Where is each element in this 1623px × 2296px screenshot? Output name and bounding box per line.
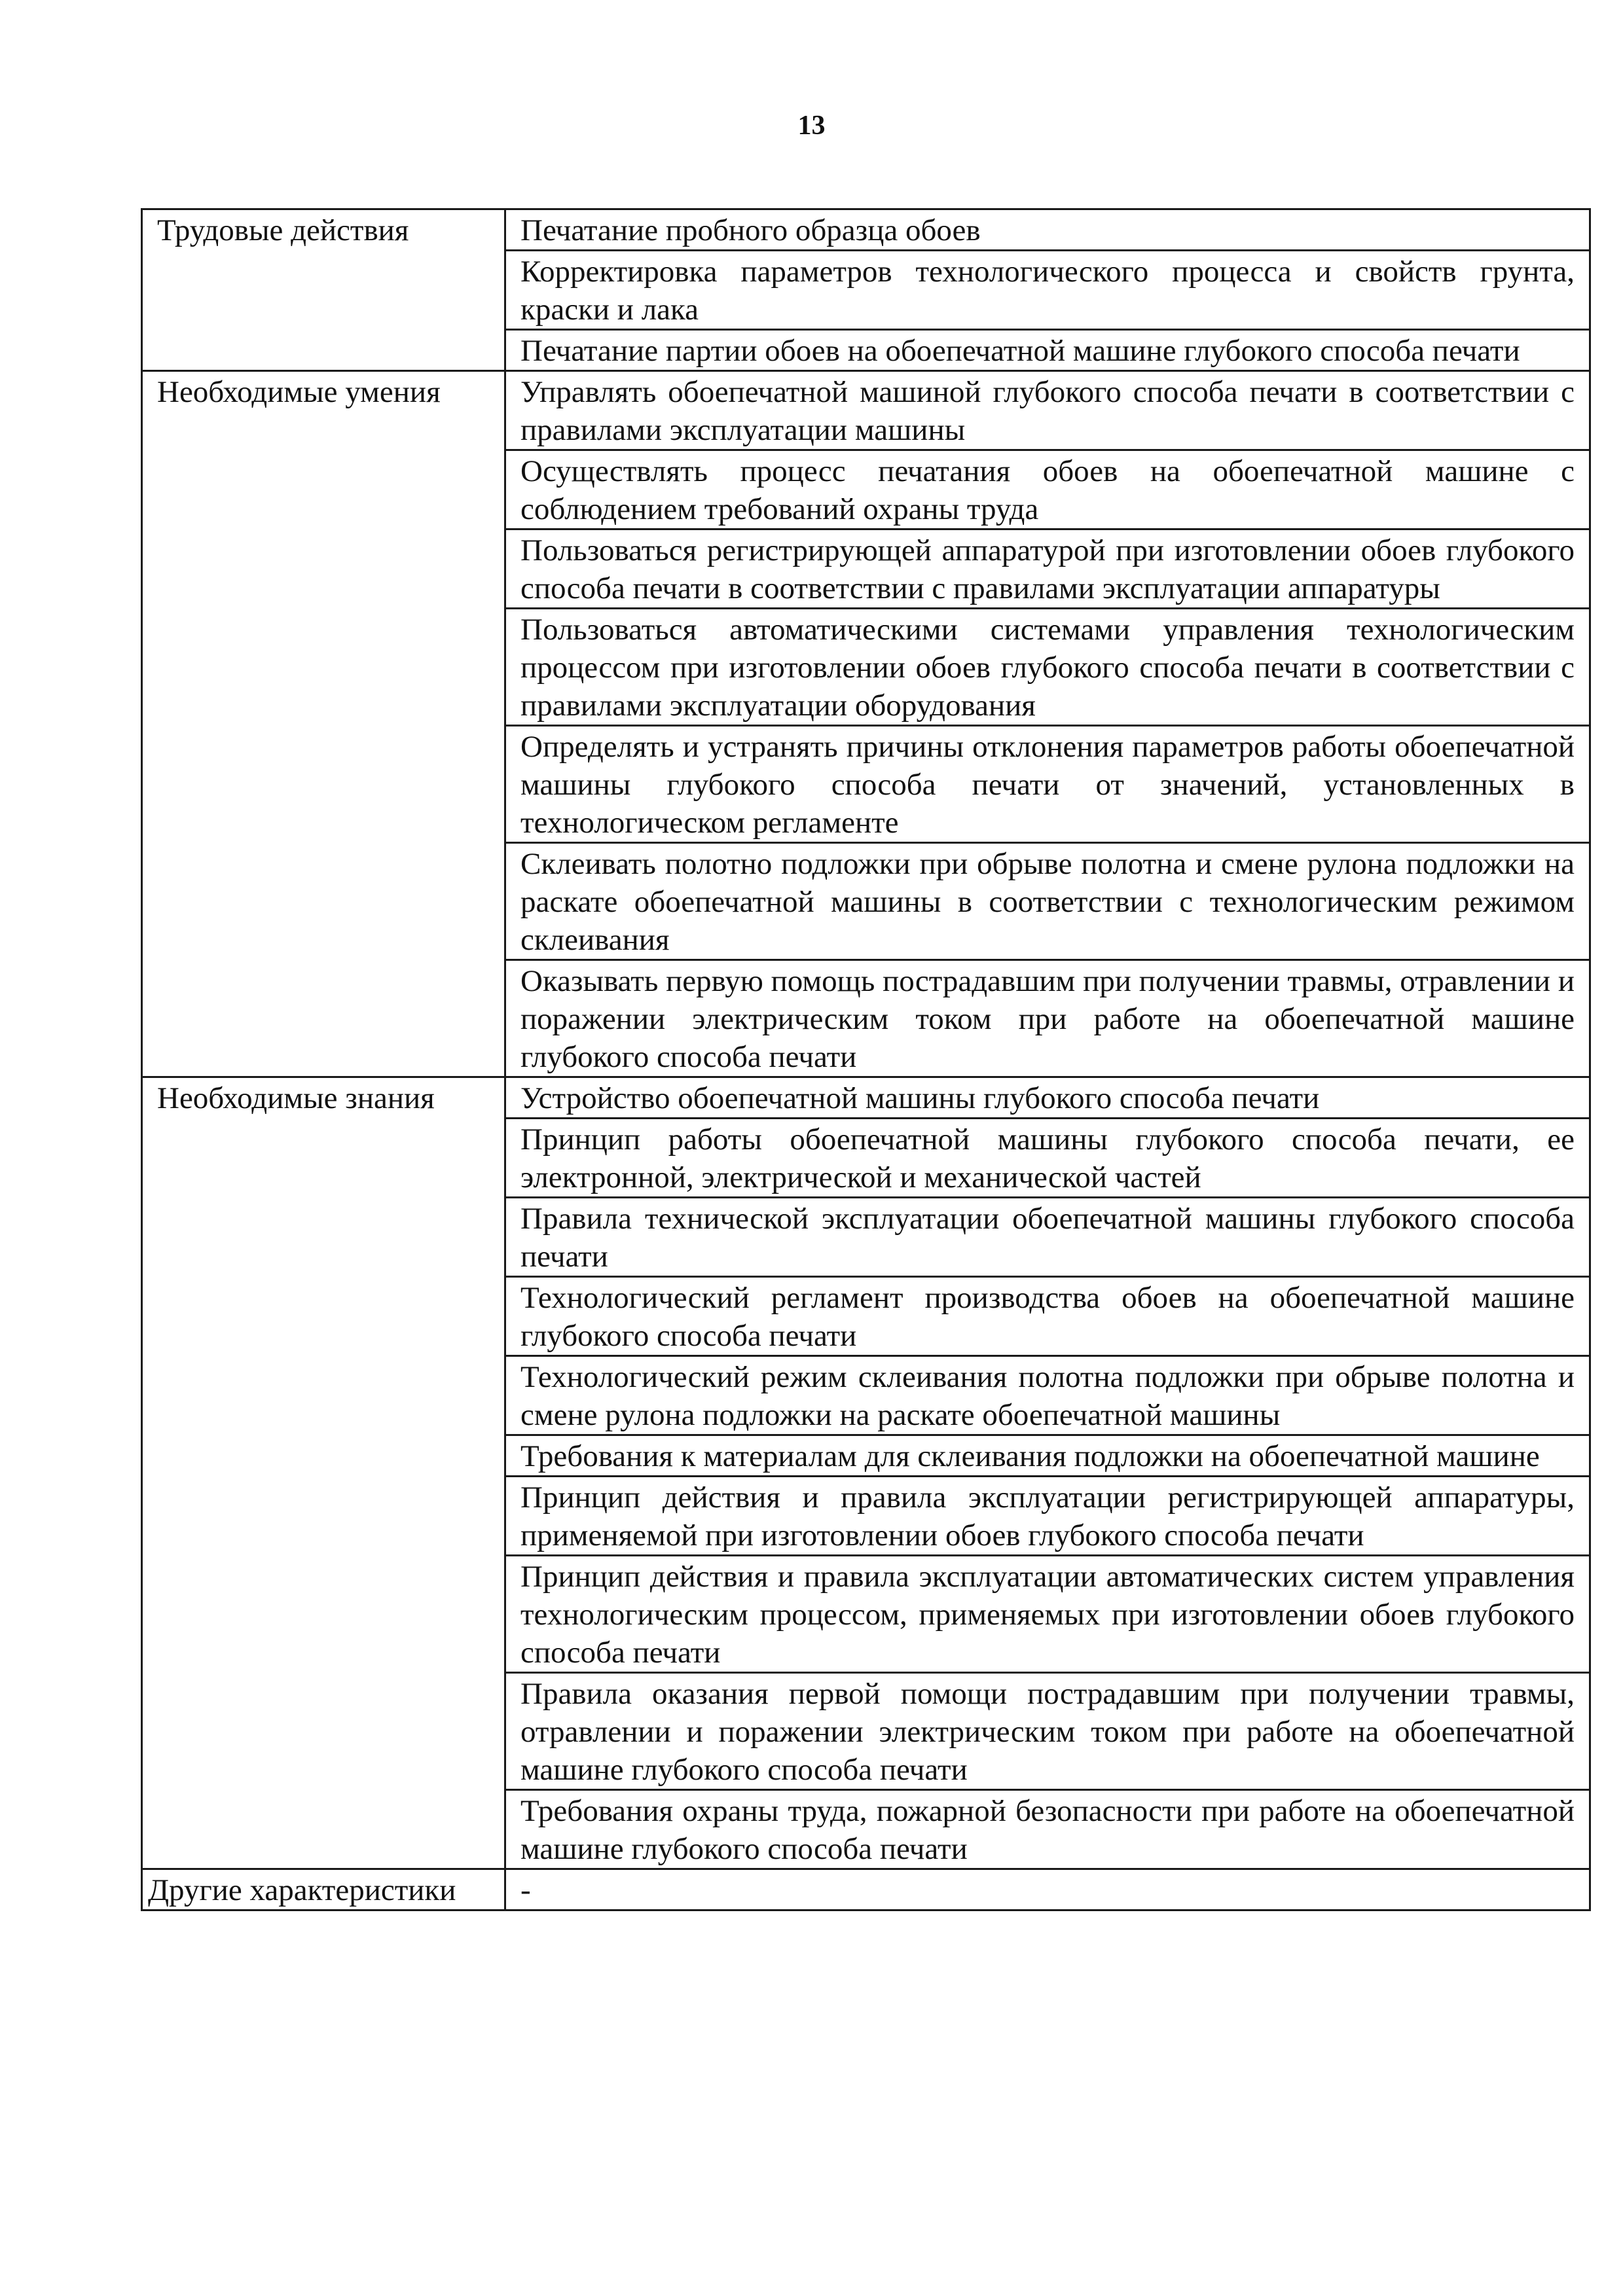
table-row [142, 209, 1590, 251]
table-row [142, 371, 1590, 450]
section-label: Необходимые умения [142, 371, 505, 1077]
section-item: Управлять обоепечатной машиной глубокого способа печати в соответствии с правилами эксплуатации машины [505, 371, 1590, 450]
section-item: Технологический регламент производства обоев на обоепечатной машине глубокого способа печати [505, 1277, 1590, 1356]
section-item: Принцип работы обоепечатной машины глубокого способа печати, ее электронной, электрической и механической частей [505, 1119, 1590, 1198]
page-number: 13 [797, 111, 826, 141]
section-item: Пользоваться регистрирующей аппаратурой при изготовлении обоев глубокого способа печати в соответствии с правилами эксплуатации аппаратуры [505, 529, 1590, 609]
section-item: Требования охраны труда, пожарной безопасности при работе на обоепечатной машине глубокого способа печати [505, 1790, 1590, 1869]
competency-table [141, 208, 1591, 1911]
section-item: Пользоваться автоматическими системами управления технологическим процессом при изготовлении обоев глубокого способа печати в соответствии с правилами эксплуатации оборудования [505, 609, 1590, 726]
section-item: Технологический режим склеивания полотна подложки при обрыве полотна и смене рулона подложки на раскате обоепечатной машины [505, 1356, 1590, 1435]
section-label: Другие характеристики [142, 1869, 505, 1910]
section-item: Осуществлять процесс печатания обоев на обоепечатной машине с соблюдением требований охраны труда [505, 450, 1590, 529]
table-row [142, 1077, 1590, 1119]
section-item: Оказывать первую помощь пострадавшим при получении травмы, отравлении и поражении электрическим током при работе на обоепечатной машине глубокого способа печати [505, 960, 1590, 1077]
section-item: Устройство обоепечатной машины глубокого способа печати [505, 1077, 1590, 1119]
section-item: - [505, 1869, 1590, 1910]
section-label: Трудовые действия [142, 209, 505, 371]
section-item: Принцип действия и правила эксплуатации автоматических систем управления технологическим процессом, применяемых при изготовлении обоев глубокого способа печати [505, 1556, 1590, 1673]
section-item: Корректировка параметров технологического процесса и свойств грунта, краски и лака [505, 251, 1590, 330]
section-item: Склеивать полотно подложки при обрыве полотна и смене рулона подложки на раскате обоепечатной машины в соответствии с технологическим режимом склеивания [505, 843, 1590, 960]
section-item: Требования к материалам для склеивания подложки на обоепечатной машине [505, 1435, 1590, 1477]
section-label: Необходимые знания [142, 1077, 505, 1869]
section-item: Печатание пробного образца обоев [505, 209, 1590, 251]
section-item: Правила технической эксплуатации обоепечатной машины глубокого способа печати [505, 1198, 1590, 1277]
competency-table-body [142, 209, 1590, 1910]
section-item: Принцип действия и правила эксплуатации регистрирующей аппаратуры, применяемой при изготовлении обоев глубокого способа печати [505, 1477, 1590, 1556]
section-item: Правила оказания первой помощи пострадавшим при получении травмы, отравлении и поражении электрическим током при работе на обоепечатной машине глубокого способа печати [505, 1673, 1590, 1790]
table-row [142, 1869, 1590, 1910]
section-item: Определять и устранять причины отклонения параметров работы обоепечатной машины глубокого способа печати от значений, установленных в технологическом регламенте [505, 726, 1590, 843]
section-item: Печатание партии обоев на обоепечатной машине глубокого способа печати [505, 330, 1590, 371]
